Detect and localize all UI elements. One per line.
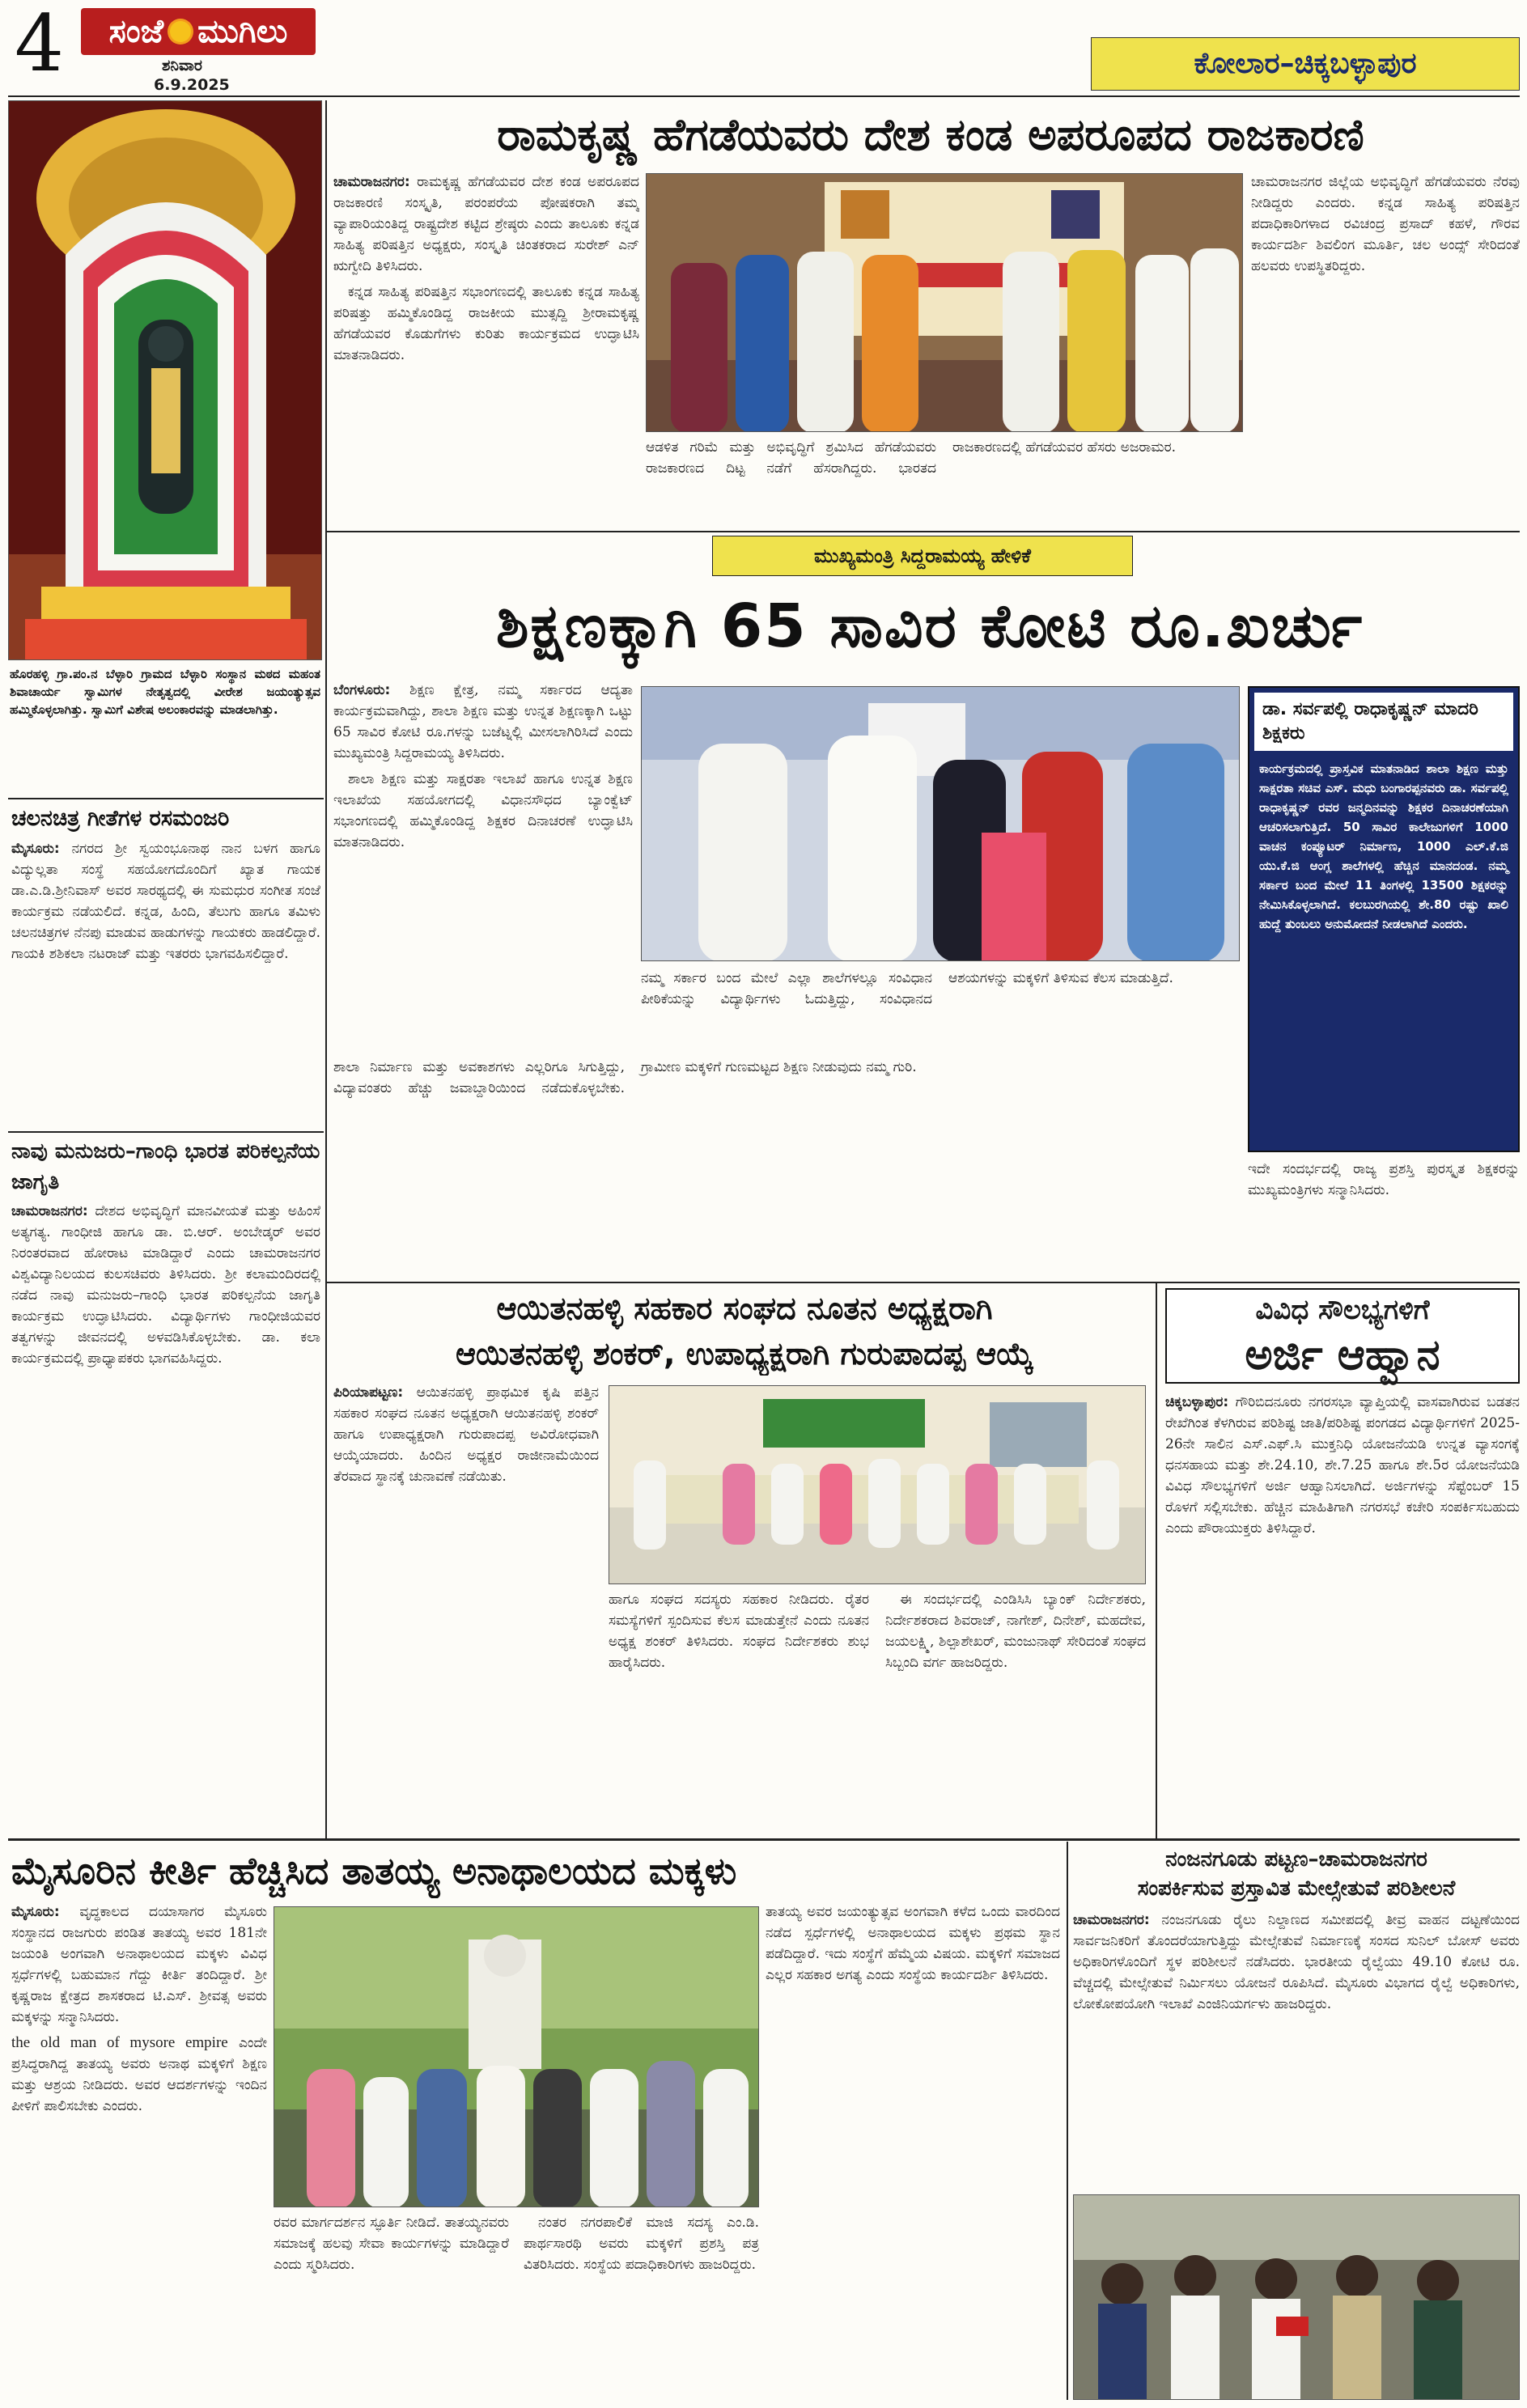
rail-headline-2: ಸಂಪರ್ಕಿಸುವ ಪ್ರಸ್ತಾವಿತ ಮೇಲ್ಸೇತುವೆ ಪರಿಶೀಲನೆ [1137, 1876, 1456, 1901]
top-photo-art [647, 174, 1243, 432]
edu-sidebar-text: ಕಾರ್ಯಕ್ರಮದಲ್ಲಿ ಪ್ರಾಸ್ತವಿಕ ಮಾತನಾಡಿದ ಶಾಲಾ ಶಿಕ್ಷಣ ಮತ್ತು ಸಾಕ್ಷರತಾ ಸಚಿವ ಎಸ್. ಮಧು ಬಂಗಾರಪ್ಪನವರು ಡಾ. ಸರ್ವಪಲ್ಲಿ ರಾಧಾಕೃಷ್ಣನ್ ರವರ ಜನ್ಮದಿನವನ್ನು ಶಿಕ್ಷಕರ ದಿನಾಚರಣೆಯಾಗಿ ಆಚರಿಸಲಾಗುತ್ತಿದೆ. 50 ಸಾವಿರ ಕಾಲೇಜುಗಳಿಗೆ 1000 ವಾಚನ ಕಂಪ್ಯೂಟರ್ ನಿರ್ಮಾಣ, 1000 ಎಲ್.ಕೆ.ಜಿ ಯು.ಕೆ.ಜಿ ಆಂಗ್ಲ ಶಾಲೆಗಳಲ್ಲಿ ಹೆಚ್ಚಿನ ಮಾನದಂಡ. ನಮ್ಮ ಸರ್ಕಾರ ಬಂದ ಮೇಲೆ 11 ತಿಂಗಳಲ್ಲಿ 13500 ಶಿಕ್ಷಕರನ್ನು ನೇಮಿಸಿಕೊಳ್ಳಲಾಗಿದೆ. ಕಲಬುರಗಿಯಲ್ಲಿ ಶೇ.80 ರಷ್ಟು ಖಾಲಿ ಹುದ್ದೆ ತುಂಬಲು ಅನುಮೋದನೆ ನೀಡಲಾಗಿದೆ ಎಂದರು. [1259, 761, 1508, 931]
masthead [0, 0, 1527, 97]
edu-sidebar [1248, 686, 1520, 1152]
mysore-english: the old man of mysore empire [11, 2034, 228, 2051]
mysore-text3: ರವರ ಮಾರ್ಗದರ್ಶನ ಸ್ಫೂರ್ತಿ ನೀಡಿದೆ. ತಾತಯ್ಯನವರು ಸಮಾಜಕ್ಕೆ ಹಲವು ಸೇವಾ ಕಾರ್ಯಗಳನ್ನು ಮಾಡಿದ್ದಾರೆ ಎಂದು ಸ್ಮರಿಸಿದರು. [274, 2215, 509, 2273]
top-col1-text: ರಾಮಕೃಷ್ಣ ಹೆಗಡೆಯವರ ದೇಶ ಕಂಡ ಅಪರೂಪದ ರಾಜಕಾರಣಿ ಸಂಸ್ಕೃತಿ, ಪರಂಪರೆಯ ಪೋಷಕರಾಗಿ ತಮ್ಮ ವ್ಯಾಪಾರಿಯಂತಿದ್ದ ರಾಷ್ಟ್ರದೇಶ ಕಟ್ಟಿದ ಶ್ರೇಷ್ಠರು ಎಂದು ತಾಲೂಕು ಕನ್ನಡ ಸಾಹಿತ್ಯ ಪರಿಷತ್ತಿನ ಅಧ್ಯಕ್ಷರು, ಸಂಸ್ಕೃತಿ ಚಿಂತಕರಾದ ಸುರೇಶ್ ಎನ್ ಋಗ್ವೇದಿ ತಿಳಿಸಿದರು. [333, 174, 639, 274]
sun-icon [170, 21, 191, 42]
top-col1 [333, 172, 639, 528]
coop-photo-art [609, 1386, 1146, 1584]
coop-headline-2: ಆಯಿತನಹಳ್ಳಿ ಶಂಕರ್, ಉಪಾಧ್ಯಕ್ಷರಾಗಿ ಗುರುಪಾದಪ್ಪ ಆಯ್ಕೆ [455, 1336, 1034, 1371]
gandhi-text: ದೇಶದ ಅಭಿವೃದ್ಧಿಗೆ ಮಾನವೀಯತೆ ಮತ್ತು ಅಹಿಂಸೆ ಅತ್ಯಗತ್ಯ. ಗಾಂಧೀಜಿ ಹಾಗೂ ಡಾ. ಬಿ.ಆರ್. ಅಂಬೇಡ್ಕರ್ ಅವರ ನಿರಂತರವಾದ ಹೋರಾಟ ಮಾಡಿದ್ದಾರೆ ಎಂದು ಚಾಮರಾಜನಗರ ವಿಶ್ವವಿದ್ಯಾನಿಲಯದ ಕುಲಸಚಿವರು ತಿಳಿಸಿದರು. ಶ್ರೀ ಕಲಾಮಂದಿರದಲ್ಲಿ ನಡೆದ ನಾವು ಮನುಜರು–ಗಾಂಧಿ ಭಾರತ ಪರಿಕಲ್ಪನೆಯ ಜಾಗೃತಿ ಕಾರ್ಯಕ್ರಮ ಉದ್ಘಾಟಿಸಿದರು. ವಿದ್ಯಾರ್ಥಿಗಳು ಗಾಂಧೀಜಿಯವರ ತತ್ವಗಳನ್ನು ಜೀವನದಲ್ಲಿ ಅಳವಡಿಸಿಕೊಳ್ಳಬೇಕು. ಡಾ. ಕಲಾ ಕಾರ್ಯಕ್ರಮದಲ್ಲಿ ಪ್ರಾಧ್ಯಾಪಕರು ಭಾಗವಹಿಸಿದ್ದರು. [11, 1203, 320, 1367]
edu-col2 [641, 968, 1240, 1052]
coop-col1 [333, 1382, 599, 1617]
edu-col2-text: ನಮ್ಮ ಸರ್ಕಾರ ಬಂದ ಮೇಲೆ ಎಲ್ಲಾ ಶಾಲೆಗಳಲ್ಲೂ ಸಂವಿಧಾನ ಪೀಠಿಕೆಯನ್ನು ವಿದ್ಯಾರ್ಥಿಗಳು ಓದುತ್ತಿದ್ದು, ಸಂವಿಧಾನದ ಆಶಯಗಳನ್ನು ಮಕ್ಕಳಿಗೆ ತಿಳಿಸುವ ಕೆಲಸ ಮಾಡುತ್ತಿದೆ. [641, 970, 1173, 1007]
issue-day: ಶನಿವಾರ [162, 57, 202, 74]
edu-sidebar-title: ಡಾ. ಸರ್ವಪಲ್ಲಿ ರಾಧಾಕೃಷ್ಣನ್ ಮಾದರಿ ಶಿಕ್ಷಕರು [1254, 693, 1513, 751]
edu-col3-text: ಶಾಲಾ ನಿರ್ಮಾಣ ಮತ್ತು ಅವಕಾಶಗಳು ಎಲ್ಲರಿಗೂ ಸಿಗುತ್ತಿದ್ದು, ವಿದ್ಯಾವಂತರು ಹೆಚ್ಚು ಜವಾಬ್ದಾರಿಯಿಂದ ನಡೆದುಕೊಳ್ಳಬೇಕು. ಗ್ರಾಮೀಣ ಮಕ್ಕಳಿಗೆ ಗುಣಮಟ್ಟದ ಶಿಕ್ಷಣ ನೀಡುವುದು ನಮ್ಮ ಗುರಿ. [333, 1059, 917, 1096]
edu-col1 [333, 680, 633, 1052]
gandhi-dateline: ಚಾಮರಾಜನಗರ: [11, 1203, 88, 1219]
temple-photo-art [9, 101, 322, 660]
rail-body [1073, 1910, 1520, 2186]
gandhi-body [11, 1201, 320, 1848]
top-col1b-text: ಕನ್ನಡ ಸಾಹಿತ್ಯ ಪರಿಷತ್ತಿನ ಸಭಾಂಗಣದಲ್ಲಿ ತಾಲೂಕು ಕನ್ನಡ ಸಾಹಿತ್ಯ ಪರಿಷತ್ತು ಹಮ್ಮಿಕೊಂಡಿದ್ದ ರಾಜಕೀಯ ಮುತ್ಸದ್ದಿ ಶ್ರೀರಾಮಕೃಷ್ಣ ಹೆಗಡೆಯವರ ಕೊಡುಗೆಗಳು ಕುರಿತು ಕಾರ್ಯಕ್ರಮದ ಉದ್ಘಾಟಿಸಿ ಮಾತನಾಡಿದರು. [333, 284, 639, 363]
mysore-col-right [766, 1901, 1060, 2400]
rail-photo [1073, 2194, 1520, 2400]
edu-sidebar-tail-text: ಇದೇ ಸಂದರ್ಭದಲ್ಲಿ ರಾಜ್ಯ ಪ್ರಶಸ್ತಿ ಪುರಸ್ಕೃತ ಶಿಕ್ಷಕರನ್ನು ಮುಖ್ಯಮಂತ್ರಿಗಳು ಸನ್ಮಾನಿಸಿದರು. [1248, 1161, 1520, 1198]
coop-dateline: ಪಿರಿಯಾಪಟ್ಟಣ: [333, 1384, 404, 1401]
gandhi-headline: ನಾವು ಮನುಜರು–ಗಾಂಧಿ ಭಾರತ ಪರಿಕಲ್ಪನೆಯ ಜಾಗೃತಿ [11, 1139, 320, 1194]
temple-photo [8, 100, 322, 660]
brand-second: ಮುಗಿಲು [197, 13, 288, 50]
edu-sidebar-tail [1248, 1159, 1520, 1280]
apply-headline-1: ವಿವಿಧ ಸೌಲಭ್ಯಗಳಿಗೆ [1255, 1294, 1430, 1326]
mysore-text: ವೃದ್ಧಕಾಲದ ದಯಾಸಾಗರ ಮೈಸೂರು ಸಂಸ್ಥಾನದ ರಾಜಗುರು ಪಂಡಿತ ತಾತಯ್ಯ ಅವರ 181ನೇ ಜಯಂತಿ ಅಂಗವಾಗಿ ಅನಾಥಾಲಯದ ಮಕ್ಕಳು ವಿವಿಧ ಸ್ಪರ್ಧೆಗಳಲ್ಲಿ ಬಹುಮಾನ ಗೆದ್ದು ಕೀರ್ತಿ ತಂದಿದ್ದಾರೆ. ಶ್ರೀ ಕೃಷ್ಣರಾಜ ಕ್ಷೇತ್ರದ ಶಾಸಕರಾದ ಟಿ.ಎಸ್. ಶ್ರೀವತ್ಸ ಅವರು ಮಕ್ಕಳನ್ನು ಸನ್ಮಾನಿಸಿದರು. [11, 1904, 267, 2025]
rail-text: ನಂಜನಗೂಡು ರೈಲು ನಿಲ್ದಾಣದ ಸಮೀಪದಲ್ಲಿ ತೀವ್ರ ವಾಹನ ದಟ್ಟಣೆಯಿಂದ ಸಾರ್ವಜನಿಕರಿಗೆ ತೊಂದರೆಯಾಗುತ್ತಿದ್ದು ಮೇಲ್ಸೇತುವೆ ನಿರ್ಮಾಣಕ್ಕೆ ಸಂಸದ ಸುನಿಲ್ ಬೋಸ್ ಅವರು ಅಧಿಕಾರಿಗಳೊಂದಿಗೆ ಸ್ಥಳ ಪರಿಶೀಲನೆ ನಡೆಸಿದರು. ಭಾರತೀಯ ರೈಲ್ವೆಯು 49.10 ಕೋಟಿ ರೂ. ವೆಚ್ಚದಲ್ಲಿ ಮೇಲ್ಸೇತುವೆ ನಿರ್ಮಿಸಲು ಯೋಜನೆ ರೂಪಿಸಿದೆ. ಮೈಸೂರು ವಿಭಾಗದ ರೈಲ್ವೆ ಅಧಿಕಾರಿಗಳು, ಲೋಕೋಪಯೋಗಿ ಇಲಾಖೆ ಎಂಜಿನಿಯರ್ಗಳು ಹಾಜರಿದ್ದರು. [1073, 1912, 1520, 2012]
coop-col2-text: ಹಾಗೂ ಸಂಘದ ಸದಸ್ಯರು ಸಹಕಾರ ನೀಡಿದರು. ರೈತರ ಸಮಸ್ಯೆಗಳಿಗೆ ಸ್ಪಂದಿಸುವ ಕೆಲಸ ಮಾಡುತ್ತೇನೆ ಎಂದು ನೂತನ ಅಧ್ಯಕ್ಷ ಶಂಕರ್ ತಿಳಿಸಿದರು. ಸಂಘದ ನಿರ್ದೇಶಕರು ಶುಭ ಹಾರೈಸಿದರು. [609, 1592, 869, 1671]
edu-col1-text: ಶಿಕ್ಷಣ ಕ್ಷೇತ್ರ, ನಮ್ಮ ಸರ್ಕಾರದ ಆದ್ಯತಾ ಕಾರ್ಯಕ್ರಮವಾಗಿದ್ದು, ಶಾಲಾ ಶಿಕ್ಷಣ ಮತ್ತು ಉನ್ನತ ಶಿಕ್ಷಣಕ್ಕಾಗಿ ಒಟ್ಟು 65 ಸಾವಿರ ಕೋಟಿ ರೂ.ಗಳನ್ನು ಬಜೆಟ್ನಲ್ಲಿ ಮೀಸಲಾಗಿರಿಸಿದೆ ಎಂದು ಮುಖ್ಯಮಂತ್ರಿ ಸಿದ್ದರಾಮಯ್ಯ ತಿಳಿಸಿದರು. [333, 682, 633, 761]
rail-photo-art [1074, 2195, 1520, 2400]
coop-col2 [609, 1589, 1146, 1824]
top-col2-text: ಆಡಳಿತ ಗರಿಮೆ ಮತ್ತು ಅಭಿವೃದ್ಧಿಗೆ ಶ್ರಮಿಸಿದ ಹೆಗಡೆಯವರು ರಾಜಕಾರಣದ ದಿಟ್ಟ ನಡೆಗೆ ಹೆಸರಾಗಿದ್ದರು. ಭಾರತದ ರಾಜಕಾರಣದಲ್ಲಿ ಹೆಗಡೆಯವರ ಹೆಸರು ಅಜರಾಮರ. [646, 439, 1176, 477]
top-headline: ರಾಮಕೃಷ್ಣ ಹೆಗಡೆಯವರು ದೇಶ ಕಂಡ ಅಪರೂಪದ ರಾಜಕಾರಣಿ [497, 109, 1364, 160]
mysore-text5: ತಾತಯ್ಯ ಅವರ ಜಯಂತ್ಯುತ್ಸವ ಅಂಗವಾಗಿ ಕಳೆದ ಒಂದು ವಾರದಿಂದ ನಡೆದ ಸ್ಪರ್ಧೆಗಳಲ್ಲಿ ಅನಾಥಾಲಯದ ಮಕ್ಕಳು ಪ್ರಥಮ ಸ್ಥಾನ ಪಡೆದಿದ್ದಾರೆ. ಇದು ಸಂಸ್ಥೆಗೆ ಹೆಮ್ಮೆಯ ವಿಷಯ. ಮಕ್ಕಳಿಗೆ ಸಮಾಜದ ಎಲ್ಲರ ಸಹಕಾರ ಅಗತ್ಯ ಎಂದು ಸಂಸ್ಥೆಯ ಕಾರ್ಯದರ್ಶಿ ತಿಳಿಸಿದರು. [766, 1904, 1060, 1983]
top-photo [646, 173, 1243, 432]
rail-headline-1: ನಂಜನಗೂಡು ಪಟ್ಟಣ–ಚಾಮರಾಜನಗರ [1165, 1847, 1427, 1872]
coop-photo [609, 1385, 1146, 1584]
edu-dateline: ಬೆಂಗಳೂರು: [333, 682, 391, 698]
edu-col1b-text: ಶಾಲಾ ಶಿಕ್ಷಣ ಮತ್ತು ಸಾಕ್ಷರತಾ ಇಲಾಖೆ ಹಾಗೂ ಉನ್ನತ ಶಿಕ್ಷಣ ಇಲಾಖೆಯ ಸಹಯೋಗದಲ್ಲಿ ವಿಧಾನಸೌಧದ ಬ್ಯಾಂಕ್ವೆಟ್ ಸಭಾಂಗಣದಲ್ಲಿ ಹಮ್ಮಿಕೊಂಡಿದ್ದ ಶಿಕ್ಷಕರ ದಿನಾಚರಣೆ ಉದ್ಘಾಟಿಸಿ ಮಾತನಾಡಿದರು. [333, 771, 633, 850]
edu-photo-art [642, 687, 1240, 961]
page-number: 4 [15, 0, 65, 89]
temple-caption: ಹೊರಹಳ್ಳಿ ಗ್ರಾ.ಪಂ.ನ ಬೆಳ್ಳಾರಿ ಗ್ರಾಮದ ಬೆಳ್ಳಾರಿ ಸಂಸ್ಥಾನ ಮಠದ ಮಹಂತ ಶಿವಾಚಾರ್ಯ ಸ್ವಾಮಿಗಳ ನೇತೃತ್ವದಲ್ಲಿ ವೀರೇಶ ಜಯಂತ್ಯುತ್ಸವ ಹಮ್ಮಿಕೊಳ್ಳಲಾಗಿತ್ತು. ಸ್ವಾಮಿಗೆ ವಿಶೇಷ ಅಲಂಕಾರವನ್ನು ಮಾಡಲಾಗಿತ್ತು. [10, 667, 320, 717]
mysore-col1 [11, 1901, 267, 2400]
apply-body [1165, 1392, 1520, 1829]
top-col3-text: ಚಾಮರಾಜನಗರ ಜಿಲ್ಲೆಯ ಅಭಿವೃದ್ಧಿಗೆ ಹೆಗಡೆಯವರು ನೆರವು ನೀಡಿದ್ದರು ಎಂದರು. ಕನ್ನಡ ಸಾಹಿತ್ಯ ಪರಿಷತ್ತಿನ ಪದಾಧಿಕಾರಿಗಳಾದ ರವಿಚಂದ್ರ ಪ್ರಸಾದ್ ಕಹಳೆ, ಗೌರವ ಕಾರ್ಯದರ್ಶಿ ಶಿವಲಿಂಗ ಮೂರ್ತಿ, ಚಲ ಅಂದ್ಸ್ ಸೇರಿದಂತೆ ಹಲವರು ಉಪಸ್ಥಿತರಿದ್ದರು. [1251, 174, 1520, 274]
coop-col3-text: ಈ ಸಂದರ್ಭದಲ್ಲಿ ಎಂಡಿಸಿಸಿ ಬ್ಯಾಂಕ್ ನಿರ್ದೇಶಕರು, ನಿರ್ದೇಶಕರಾದ ಶಿವರಾಜ್, ನಾಗೇಶ್, ದಿನೇಶ್, ಮಹದೇವ, ಜಯಲಕ್ಷ್ಮಿ, ಶಿಲ್ಪಾಶೇಖರ್, ಮಂಜುನಾಥ್ ಸೇರಿದಂತೆ ಸಂಘದ ಸಿಬ್ಬಂದಿ ವರ್ಗ ಹಾಜರಿದ್ದರು. [885, 1592, 1146, 1671]
cinema-dateline: ಮೈಸೂರು: [11, 841, 60, 857]
cinema-headline: ಚಲನಚಿತ್ರ ಗೀತೆಗಳ ರಸಮಂಜರಿ [11, 806, 230, 831]
region-label: ಕೋಲಾರ–ಚಿಕ್ಕಬಳ್ಳಾಪುರ [1194, 47, 1417, 80]
region-box [1091, 37, 1520, 91]
mysore-col-mid [274, 2212, 759, 2400]
cinema-text: ನಗರದ ಶ್ರೀ ಸ್ವಯಂಭೂನಾಥ ನಾನ ಬಳಗ ಹಾಗೂ ವಿದ್ಯುಲ್ಲತಾ ಸಂಸ್ಥೆ ಸಹಯೋಗದೊಂದಿಗೆ ಖ್ಯಾತ ಗಾಯಕ ಡಾ.ಎ.ಡಿ.ಶ್ರೀನಿವಾಸ್ ಅವರ ಸಾರಥ್ಯದಲ್ಲಿ ಈ ಸುಮಧುರ ಸಂಗೀತ ಸಂಜೆ ಕಾರ್ಯಕ್ರಮ ನಡೆಯಲಿದೆ. ಕನ್ನಡ, ಹಿಂದಿ, ತೆಲುಗು ಹಾಗೂ ತಮಿಳು ಚಲನಚಿತ್ರಗಳ ನೆನಪು ಮಾಡುವ ಹಾಡುಗಳನ್ನು ಗಾಯಕರು ಹಾಡಲಿದ್ದಾರೆ. ಗಾಯಕಿ ಶಶಿಕಲಾ ನಟರಾಜ್ ಮತ್ತು ಇತರರು ಭಾಗವಹಿಸಲಿದ್ದಾರೆ. [11, 841, 320, 962]
edu-photo [641, 686, 1240, 961]
mysore-photo [274, 1906, 759, 2207]
brand-logo [81, 8, 316, 55]
apply-headline-2: ಅರ್ಜಿ ಆಹ್ವಾನ [1245, 1331, 1440, 1380]
top-col2 [646, 437, 1243, 528]
apply-dateline: ಚಿಕ್ಕಬಳ್ಳಾಪುರ: [1165, 1394, 1229, 1410]
edu-kicker: ಮುಖ್ಯಮಂತ್ರಿ ಸಿದ್ದರಾಮಯ್ಯ ಹೇಳಿಕೆ [712, 536, 1133, 576]
mysore-photo-art [274, 1907, 759, 2207]
coop-headline-1: ಆಯಿತನಹಳ್ಳಿ ಸಹಕಾರ ಸಂಘದ ನೂತನ ಅಧ್ಯಕ್ಷರಾಗಿ [496, 1291, 993, 1326]
rail-dateline: ಚಾಮರಾಜನಗರ: [1073, 1912, 1150, 1928]
edu-col3 [333, 1057, 1240, 1275]
apply-headline-box [1165, 1288, 1520, 1384]
coop-col1-text: ಆಯಿತನಹಳ್ಳಿ ಪ್ರಾಥಮಿಕ ಕೃಷಿ ಪತ್ತಿನ ಸಹಕಾರ ಸಂಘದ ನೂತನ ಅಧ್ಯಕ್ಷರಾಗಿ ಆಯಿತನಹಳ್ಳಿ ಶಂಕರ್ ಹಾಗೂ ಉಪಾಧ್ಯಕ್ಷರಾಗಿ ಗುರುಪಾದಪ್ಪ ಅವಿರೋಧವಾಗಿ ಆಯ್ಕೆಯಾದರು. ಹಿಂದಿನ ಅಧ್ಯಕ್ಷರ ರಾಜೀನಾಮೆಯಿಂದ ತೆರವಾದ ಸ್ಥಾನಕ್ಕೆ ಚುನಾವಣೆ ನಡೆಯಿತು. [333, 1384, 599, 1485]
mysore-dateline: ಮೈಸೂರು: [11, 1904, 60, 1920]
top-dateline: ಚಾಮರಾಜನಗರ: [333, 174, 410, 190]
brand-first: ಸಂಜೆ [108, 13, 164, 50]
issue-date: 6.9.2025 [154, 76, 230, 94]
top-col3 [1251, 172, 1520, 528]
mysore-headline: ಮೈಸೂರಿನ ಕೀರ್ತಿ ಹೆಚ್ಚಿಸಿದ ತಾತಯ್ಯ ಅನಾಥಾಲಯದ ಮಕ್ಕಳು [11, 1849, 737, 1893]
apply-text: ಗೌರಿಬಿದನೂರು ನಗರಸಭಾ ವ್ಯಾಪ್ತಿಯಲ್ಲಿ ವಾಸವಾಗಿರುವ ಬಡತನ ರೇಖೆಗಿಂತ ಕೆಳಗಿರುವ ಪರಿಶಿಷ್ಟ ಜಾತಿ/ಪರಿಶಿಷ್ಟ ಪಂಗಡದ ವಿದ್ಯಾರ್ಥಿಗಳಿಗೆ 2025-26ನೇ ಸಾಲಿನ ಎಸ್.ಎಫ್.ಸಿ ಮುಕ್ತನಿಧಿ ಯೋಜನೆಯಡಿ ಉನ್ನತ ವ್ಯಾಸಂಗಕ್ಕೆ ಧನಸಹಾಯ ಮತ್ತು ಶೇ.24.10, ಶೇ.7.25 ಹಾಗೂ ಶೇ.5ರ ಯೋಜನೆಯಡಿ ವಿವಿಧ ಸೌಲಭ್ಯಗಳಿಗೆ ಅರ್ಜಿ ಆಹ್ವಾನಿಸಲಾಗಿದೆ. ಅರ್ಜಿಗಳನ್ನು ಸೆಪ್ಟೆಂಬರ್ 15 ರೊಳಗೆ ಸಲ್ಲಿಸಬೇಕು. ಹೆಚ್ಚಿನ ಮಾಹಿತಿಗಾಗಿ ನಗರಸಭೆ ಕಚೇರಿ ಸಂಪರ್ಕಿಸಬಹುದು ಎಂದು ಪೌರಾಯುಕ್ತರು ತಿಳಿಸಿದ್ದಾರೆ. [1165, 1394, 1520, 1537]
mysore-text2: ಎಂದೇ ಪ್ರಸಿದ್ಧರಾಗಿದ್ದ ತಾತಯ್ಯ ಅವರು ಅನಾಥ ಮಕ್ಕಳಿಗೆ ಶಿಕ್ಷಣ ಮತ್ತು ಆಶ್ರಯ ನೀಡಿದರು. ಅವರ ಆದರ್ಶಗಳನ್ನು ಇಂದಿನ ಪೀಳಿಗೆ ಪಾಲಿಸಬೇಕು ಎಂದರು. [11, 2035, 267, 2114]
edu-headline: ಶಿಕ್ಷಣಕ್ಕಾಗಿ 65 ಸಾವಿರ ಕೋಟಿ ರೂ.ಖರ್ಚು [495, 591, 1364, 661]
mysore-text4: ನಂತರ ನಗರಪಾಲಿಕೆ ಮಾಜಿ ಸದಸ್ಯ ಎಂ.ಡಿ. ಪಾರ್ಥಸಾರಥಿ ಅವರು ಮಕ್ಕಳಿಗೆ ಪ್ರಶಸ್ತಿ ಪತ್ರ ವಿತರಿಸಿದರು. ಸಂಸ್ಥೆಯ ಪದಾಧಿಕಾರಿಗಳು ಹಾಜರಿದ್ದರು. [524, 2215, 759, 2273]
cinema-body [11, 838, 320, 1128]
